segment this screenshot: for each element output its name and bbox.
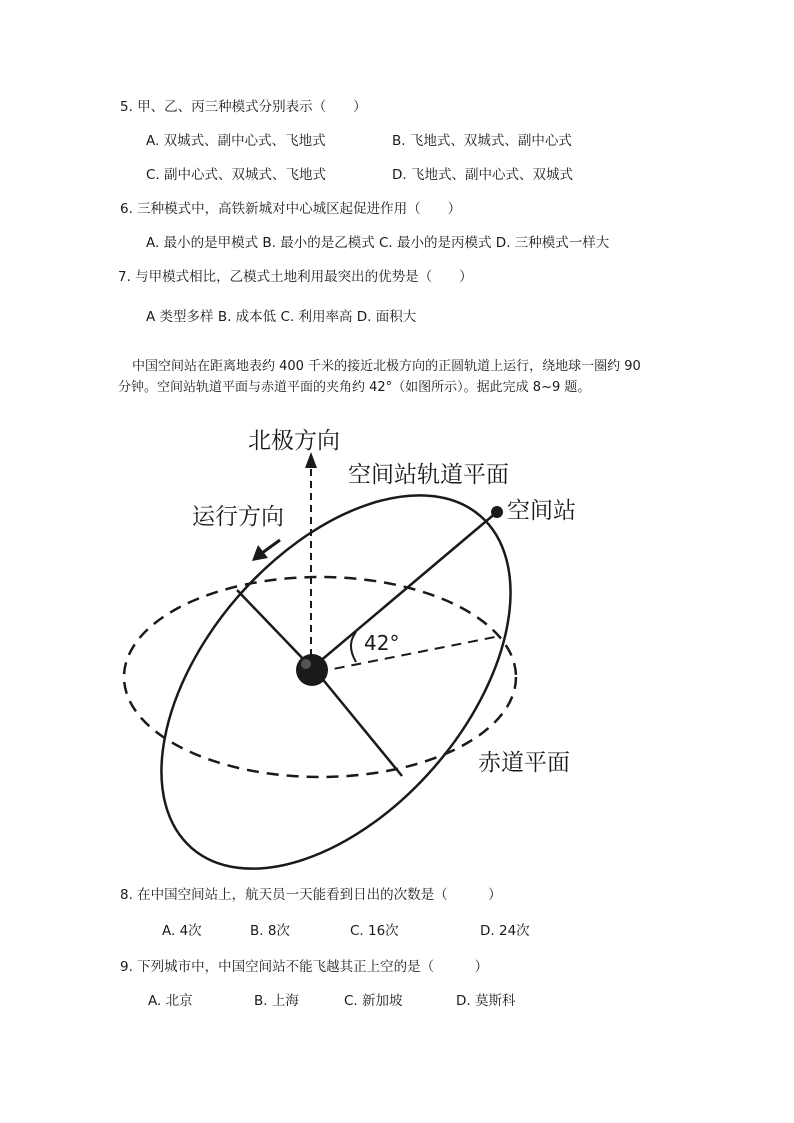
q9-option-d: D. 莫斯科 bbox=[456, 993, 516, 1009]
q6-options: A. 最小的是甲模式 B. 最小的是乙模式 C. 最小的是丙模式 D. 三种模式一样大 bbox=[146, 235, 610, 251]
orbit-plane-label: 空间站轨道平面 bbox=[348, 462, 509, 488]
q5-option-d: D. 飞地式、副中心式、双城式 bbox=[392, 167, 573, 183]
q9-stem: 9. 下列城市中，中国空间站不能飞越其正上空的是（ ） bbox=[120, 959, 489, 975]
orbit-plane bbox=[94, 431, 579, 890]
intro-line-1: 中国空间站在距离地表约 400 千米的接近北极方向的正圆轨道上运行，绕地球一圈约 90 bbox=[132, 359, 641, 374]
angle-arc bbox=[351, 632, 356, 662]
station-label: 空间站 bbox=[507, 498, 576, 524]
q6-stem: 6. 三种模式中，高铁新城对中心城区起促进作用（ ） bbox=[120, 201, 462, 217]
q7-options: A 类型多样 B. 成本低 C. 利用率高 D. 面积大 bbox=[146, 309, 417, 325]
q5-option-b: B. 飞地式、双城式、副中心式 bbox=[392, 133, 572, 149]
q9-option-b: B. 上海 bbox=[254, 993, 299, 1009]
radius-lower-right bbox=[320, 676, 402, 776]
intro-line-2: 分钟。空间站轨道平面与赤道平面的夹角约 42°（如图所示）。据此完成 8~9 题。 bbox=[118, 380, 591, 395]
north-arrow-icon bbox=[305, 452, 317, 468]
q9-option-a: A. 北京 bbox=[148, 993, 193, 1009]
q5-option-c: C. 副中心式、双城式、飞地式 bbox=[146, 167, 327, 183]
q7-stem: 7. 与甲模式相比，乙模式土地利用最突出的优势是（ ） bbox=[118, 269, 473, 285]
radius-to-station bbox=[312, 512, 497, 668]
direction-arrow-shaft bbox=[262, 540, 280, 553]
q8-option-c: C. 16次 bbox=[350, 923, 399, 939]
north-direction-label: 北极方向 bbox=[248, 428, 340, 454]
q8-option-d: D. 24次 bbox=[480, 923, 530, 939]
earth bbox=[296, 654, 328, 686]
q5-option-a: A. 双城式、副中心式、飞地式 bbox=[146, 133, 326, 149]
radius-upper-left bbox=[237, 590, 308, 664]
direction-arrow-icon bbox=[252, 545, 268, 561]
q8-stem: 8. 在中国空间站上，航天员一天能看到日出的次数是（ ） bbox=[120, 887, 502, 903]
equator-plane-label: 赤道平面 bbox=[478, 750, 570, 776]
earth-highlight bbox=[301, 659, 311, 669]
orbit-diagram bbox=[0, 410, 794, 890]
q9-option-c: C. 新加坡 bbox=[344, 993, 403, 1009]
space-station-icon bbox=[491, 506, 503, 518]
q8-option-a: A. 4次 bbox=[162, 923, 202, 939]
q8-option-b: B. 8次 bbox=[250, 923, 290, 939]
direction-label: 运行方向 bbox=[192, 504, 284, 530]
q5-stem: 5. 甲、乙、丙三种模式分别表示（ ） bbox=[120, 99, 367, 115]
angle-label: 42° bbox=[364, 631, 400, 655]
